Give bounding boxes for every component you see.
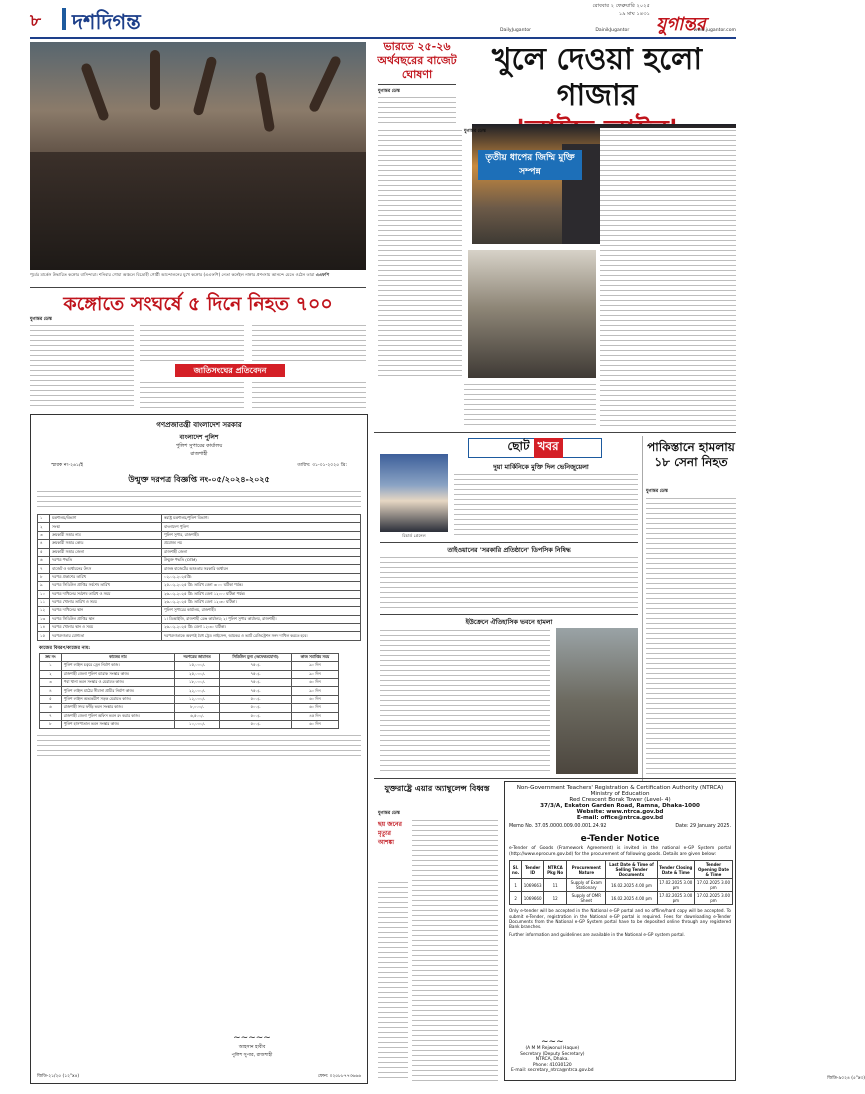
work-cell: ১ bbox=[40, 662, 62, 670]
tender-signer: (A M M Rejwonul Haque) bbox=[525, 1046, 580, 1052]
tender-table bbox=[509, 860, 733, 905]
row-value: ২৬-০২-২০২৫ খ্রি: তারিখ বেলা ১২:৩০ ঘটিকা। bbox=[162, 598, 361, 606]
tender-cell: 1069663 bbox=[522, 879, 544, 892]
work-cell: ৬০ দিন bbox=[291, 704, 338, 712]
work-row bbox=[40, 670, 339, 678]
un-report-box: জাতিসংঘের প্রতিবেদন bbox=[175, 364, 285, 377]
row-label: ক্রয়কারী সত্তার নাম bbox=[50, 531, 162, 539]
tender-table-header: Procurement Nature bbox=[567, 861, 606, 879]
tender-cell: 16.02.2025 4.00 pm bbox=[606, 879, 657, 892]
row-value: রাজশাহী জেলা bbox=[162, 548, 361, 556]
work-table-header: ক্রম নং bbox=[40, 653, 62, 661]
tender-cell: 16.02.2025 4.00 pm bbox=[606, 892, 657, 905]
work-cell: রাজশাহী সদর ফাঁড়ি ভবন সংস্কার কাজ। bbox=[61, 704, 174, 712]
tender-cell: 12 bbox=[544, 892, 567, 905]
website-link[interactable]: www.jugantor.com bbox=[693, 28, 736, 33]
row-number: ৭ bbox=[38, 565, 50, 573]
notice-row bbox=[38, 565, 361, 573]
work-cell: ২৫,০০০/- bbox=[175, 670, 220, 678]
row-label: দরপত্র সিডিউল প্রাপ্তির সর্বশেষ তারিখ bbox=[50, 582, 162, 590]
notice-conditions bbox=[37, 733, 361, 759]
work-cell: ৯০ দিন bbox=[291, 670, 338, 678]
tender-org: Non-Government Teachers' Registration & Certification Authority (NTRCA) bbox=[516, 785, 724, 791]
taiwan-body bbox=[380, 555, 638, 611]
notice-row bbox=[38, 607, 361, 615]
notice-row bbox=[38, 548, 361, 556]
work-cell: ১৫,০০০/- bbox=[175, 662, 220, 670]
notice-row bbox=[38, 556, 361, 564]
pakistan-headline: পাকিস্তানে হামলায় ১৮ সেনা নিহত bbox=[647, 440, 735, 469]
twitter-handle[interactable]: DainikJugantor bbox=[595, 28, 630, 33]
row-label: দরপত্র পদ্ধতি bbox=[50, 556, 162, 564]
notice-row bbox=[38, 615, 361, 623]
congo-body-col3b bbox=[252, 380, 366, 409]
congo-photo-caption: পূর্বের মার্কেস উদ্ধারিত কঙ্গোর বাসিন্দারা। শনিবার গোমা অঞ্চলে বিদ্রোহী গোষ্ঠী আন্দোলনের মুখে কঙ্গোর (এএফপি) নেতা কর্নেইল নাঙ্গার প্রশংসায় আনন্দে মেতে ওঠেন তারা এএফপি bbox=[30, 272, 330, 277]
tender-note1: Only e-tender will be accepted in the National e-GP portal and no offline/hard copy will be accepted. To submit e-Tender, registration in the National e-GP portal is required. Fees for downloading e-Tender Documents from the National e-GP System portal have to be deposited online through any registered Bank branches. bbox=[509, 908, 731, 930]
row-value: রাজস্ব বাজেটের আওতায় সরকারি অর্থায়ন bbox=[162, 565, 361, 573]
signer-title: পুলিশ সুপার, রাজশাহী bbox=[231, 1053, 273, 1058]
divider bbox=[374, 432, 736, 433]
congo-body-col2b bbox=[140, 380, 244, 409]
congo-headline: কঙ্গোতে সংঘর্ষে ৫ দিনে নিহত ৭০০ bbox=[63, 293, 333, 315]
work-cell: ২ bbox=[40, 670, 62, 678]
work-cell: ৭৫০/- bbox=[220, 670, 292, 678]
notice-row bbox=[38, 531, 361, 539]
column-rule bbox=[642, 436, 643, 782]
tender-website: Website: www.ntrca.gov.bd bbox=[576, 809, 664, 815]
venezuela-body bbox=[454, 472, 638, 536]
masthead bbox=[0, 0, 746, 36]
divider bbox=[30, 287, 366, 288]
work-cell: ৬০ দিন bbox=[291, 679, 338, 687]
notice-row bbox=[38, 540, 361, 548]
work-table-header: কাজ সমাপ্তির সময় bbox=[291, 653, 338, 661]
notice-intro bbox=[37, 489, 361, 511]
taiwan-headline: তাইওয়ানের 'সরকারি প্রতিষ্ঠানে' ডিপসিক নিষিদ্ধ bbox=[447, 546, 571, 554]
work-table-header: সিডিউল মূল্য (অফেরতযোগ্য) bbox=[220, 653, 292, 661]
masthead-rule bbox=[30, 37, 736, 39]
work-row bbox=[40, 704, 339, 712]
work-cell: পুলিশ হাসপাতাল ভবন সংস্কার কাজ। bbox=[61, 720, 174, 728]
row-label: মন্ত্রণালয়/বিভাগ bbox=[50, 515, 162, 523]
work-cell: ৬ bbox=[40, 704, 62, 712]
department: বাংলাদেশ পুলিশ bbox=[179, 434, 219, 441]
row-number: ২ bbox=[38, 523, 50, 531]
tender-memo: Memo No. 37.05.0000.009.00.001.24.92 bbox=[509, 824, 607, 829]
tender-ministry: Ministry of Education bbox=[590, 791, 650, 797]
notice-row bbox=[38, 573, 361, 581]
tender-date: Date: 29 January 2025. bbox=[675, 824, 731, 829]
row-value: ২৫-০২-২০২৫ খ্রি: তারিখ বেলা ৩:০০ ঘটিকা পর্যন্ত। bbox=[162, 582, 361, 590]
divider bbox=[378, 84, 456, 85]
work-cell: ৯০ দিন bbox=[291, 687, 338, 695]
row-value: ২৬-০২-২০২৫ খ্রি: তারিখ বেলা ১২:০০ ঘটিকা পর্যন্ত। bbox=[162, 590, 361, 598]
work-cell: ৩ bbox=[40, 679, 62, 687]
work-cell: ৭৫০/- bbox=[220, 679, 292, 687]
tender-cell: 1069660 bbox=[522, 892, 544, 905]
work-cell: পবা থানা ভবন সংস্কার ও মেরামত কাজ। bbox=[61, 679, 174, 687]
work-cell: ৬০ দিন bbox=[291, 695, 338, 703]
gaza-crowd-photo bbox=[468, 250, 596, 378]
notice-row bbox=[38, 624, 361, 632]
work-cell: পুলিশ লাইন্স অভ্যন্তরীণ সড়ক মেরামত কাজ। bbox=[61, 695, 174, 703]
row-number: ১২ bbox=[38, 607, 50, 615]
row-number: ৬ bbox=[38, 556, 50, 564]
work-cell: ১২,০০০/- bbox=[175, 695, 220, 703]
row-label: দরপত্র প্রকাশের তারিখ bbox=[50, 573, 162, 581]
row-number: ৯ bbox=[38, 582, 50, 590]
notice-title: উন্মুক্ত দরপত্র বিজ্ঞপ্তি নং-০৫/২০২৪-২০২৫ bbox=[128, 475, 270, 484]
ukraine-headline: ইউক্রেনে ঐতিহাসিক ভবনে হামলা bbox=[465, 618, 553, 626]
work-cell: ৫০০/- bbox=[220, 695, 292, 703]
india-body bbox=[378, 95, 456, 123]
work-cell: ৫০০/- bbox=[220, 712, 292, 720]
divider bbox=[374, 778, 736, 779]
row-value: ২৬-০২-২০২৫ খ্রি: বেলা ১২:৩০ ঘটিকা। bbox=[162, 624, 361, 632]
work-table bbox=[39, 653, 339, 730]
gaza-byline: যুগান্তর ডেস্ক bbox=[464, 129, 486, 134]
divider bbox=[380, 542, 638, 543]
work-cell: ৫ bbox=[40, 695, 62, 703]
work-cell: ৪৫ দিন bbox=[291, 712, 338, 720]
work-cell: ২২,০০০/- bbox=[175, 687, 220, 695]
ukraine-body bbox=[380, 628, 550, 774]
work-row bbox=[40, 679, 339, 687]
row-number: ১৫ bbox=[38, 632, 50, 640]
tender-table-header: Tender Opening Date & Time bbox=[694, 861, 732, 879]
tender-cell: 11 bbox=[544, 879, 567, 892]
work-cell: ৬০ দিন bbox=[291, 720, 338, 728]
row-value: পুলিশ সুপার, রাজশাহী। bbox=[162, 531, 361, 539]
congo-body-col2 bbox=[140, 323, 244, 361]
us-crash-headline: যুক্তরাষ্ট্রে এয়ার অ্যাম্বুলেন্স বিধ্বস্ত bbox=[384, 784, 490, 793]
tender-cell: 17.02.2025 3.00 pm bbox=[657, 892, 694, 905]
row-number: ১৩ bbox=[38, 615, 50, 623]
grenell-caption: রিচার্ড গ্রেনেল bbox=[402, 533, 426, 538]
date-line: রোববার ২ ফেব্রুয়ারি ২০২৫ ১৯ মাঘ ১৪৩১ bbox=[592, 3, 650, 17]
tender-cell: 17.02.2025 3.00 pm bbox=[694, 879, 732, 892]
tender-email: E-mail: office@ntrca.gov.bd bbox=[576, 815, 664, 821]
tender-cell: 17.02.2025 3.00 pm bbox=[694, 892, 732, 905]
work-cell: ৭৫০/- bbox=[220, 662, 292, 670]
congo-crowd-photo bbox=[30, 42, 366, 270]
work-table-title: কাজের বিবরণ/কাজের নাম: bbox=[39, 645, 91, 651]
work-table-header: কাজের নাম bbox=[61, 653, 174, 661]
facebook-handle[interactable]: DailyJugantor bbox=[500, 28, 532, 33]
us-crash-pullquote: ছয় জনের মৃত্যুর আশঙ্কা bbox=[378, 821, 402, 846]
row-label: দরপত্র খোলার স্থান ও সময় bbox=[50, 624, 162, 632]
tender-table-header: Last Date & Time of Selling Tender Documents bbox=[606, 861, 657, 879]
india-body-cont bbox=[378, 128, 462, 378]
congo-byline: যুগান্তর ডেস্ক bbox=[30, 317, 52, 322]
section-title: দশদিগন্ত bbox=[72, 10, 141, 34]
memo-number: স্মারক নং-২৬১/ই bbox=[51, 463, 83, 468]
row-number: ১ bbox=[38, 515, 50, 523]
row-label: দরপত্র দাখিলের স্থান bbox=[50, 607, 162, 615]
notice-row bbox=[38, 598, 361, 606]
notice-row bbox=[38, 523, 361, 531]
tender-address1: Red Crescent Borak Tower (Level- 4) bbox=[569, 797, 671, 803]
notice-row bbox=[38, 632, 361, 640]
tender-title: e-Tender Notice bbox=[580, 834, 660, 844]
tender-note2: Further information and guidelines are available in the National e-GP system portal. bbox=[509, 931, 685, 937]
small-news-banner: ছোট খবর bbox=[468, 438, 602, 458]
row-value: স্বরাষ্ট্র মন্ত্রণালয়/পুলিশ বিভাগ। bbox=[162, 515, 361, 523]
tender-row bbox=[510, 892, 733, 905]
notice-gd-code: জিডি-২১/২৫ (১২"x৪) bbox=[37, 1074, 80, 1079]
tender-cell: Supply of OMR Sheet bbox=[567, 892, 606, 905]
newspaper-logo: যুগান্তর bbox=[656, 14, 706, 35]
row-label: ক্রয়কারী সত্তার কোড bbox=[50, 540, 162, 548]
us-crash-body bbox=[412, 818, 498, 1082]
work-cell: ৭৫০/- bbox=[220, 687, 292, 695]
tender-table-header: NTRCA Pkg No bbox=[544, 861, 567, 879]
masthead-accent-bar bbox=[62, 8, 66, 30]
tender-table-header: Tender ID bbox=[522, 861, 544, 879]
row-number: ৫ bbox=[38, 548, 50, 556]
tender-cell: 17.02.2025 3.00 pm bbox=[657, 879, 694, 892]
gaza-body-col2 bbox=[464, 382, 596, 428]
work-table-header: দরপত্রের জামানত bbox=[175, 653, 220, 661]
work-row bbox=[40, 712, 339, 720]
congo-body-col1 bbox=[30, 323, 134, 409]
congo-body-col3 bbox=[252, 323, 366, 361]
work-row bbox=[40, 687, 339, 695]
gaza-headline: খুলে দেওয়া হলো গাজার bbox=[491, 42, 703, 113]
notice-row bbox=[38, 590, 361, 598]
us-crash-byline: যুগান্তর ডেস্ক bbox=[378, 811, 400, 816]
ntrca-tender-notice bbox=[504, 781, 865, 1081]
work-cell: ৪ bbox=[40, 687, 62, 695]
row-number: ৩ bbox=[38, 531, 50, 539]
work-cell: ৯০ দিন bbox=[291, 662, 338, 670]
tender-row bbox=[510, 879, 733, 892]
us-crash-body-col bbox=[378, 880, 408, 1082]
tender-signer-title: Secretary (Deputy Secretary) bbox=[520, 1051, 585, 1057]
police-tender-notice bbox=[30, 414, 368, 1084]
notice-row bbox=[38, 515, 361, 523]
gov-name: গণপ্রজাতন্ত্রী বাংলাদেশ সরকার bbox=[156, 421, 242, 429]
work-cell: ৬,৫০০/- bbox=[175, 712, 220, 720]
work-cell: ৫০০/- bbox=[220, 720, 292, 728]
tender-phone: Phone: 41030120 bbox=[532, 1062, 572, 1068]
notice-date: তারিখ: ৩১-০১-২০২৫ খ্রি: bbox=[297, 463, 347, 468]
work-cell: পুলিশ লাইন্স মাঠের সীমানা প্রাচীর নির্মাণ কাজ। bbox=[61, 687, 174, 695]
pakistan-body bbox=[646, 496, 736, 774]
tender-signer-org: NTRCA, Dhaka. bbox=[535, 1057, 569, 1063]
row-value: উন্মুক্ত পদ্ধতি (OTM) bbox=[162, 556, 361, 564]
tender-intro: e-Tender of Goods (Framework Agreement) is invited in the national e-GP System portal (http://www.eprocure.gov.bd) for the procurement of following goods. Details are given below: bbox=[509, 846, 731, 857]
work-cell: পুলিশ লাইন্স চত্বরে ড্রেন নির্মাণ কাজ। bbox=[61, 662, 174, 670]
tender-table-header: Sl. no. bbox=[510, 861, 522, 879]
work-cell: ৫০০/- bbox=[220, 704, 292, 712]
city: রাজশাহী bbox=[190, 451, 208, 457]
row-value: ১। ডিআইজি, রাজশাহী রেঞ্জ কার্যালয়; ২। পুলিশ সুপার কার্যালয়, রাজশাহী। bbox=[162, 615, 361, 623]
row-label: দরপত্র দাখিলের সর্বশেষ তারিখ ও সময় bbox=[50, 590, 162, 598]
work-cell: ১৮,০০০/- bbox=[175, 679, 220, 687]
row-label: দরপত্র খোলার তারিখ ও সময় bbox=[50, 598, 162, 606]
row-value: প্রযোজ্য নয় bbox=[162, 540, 361, 548]
tender-address2: 37/3/A, Eskaton Garden Road, Ramna, Dhaka-1000 bbox=[540, 803, 700, 809]
tender-cell: 2 bbox=[510, 892, 522, 905]
row-number: ১০ bbox=[38, 590, 50, 598]
row-number: ১৪ bbox=[38, 624, 50, 632]
row-value: দরপত্রদাতাকে অবশ্যই বৈধ ট্রেড লাইসেন্স, আয়কর ও ভ্যাট রেজিস্ট্রেশন সনদ দাখিল করতে হবে। bbox=[162, 632, 361, 640]
venezuela-headline: দুয়া মার্কিনিকে মুক্তি দিল ভেনিজুয়েলা bbox=[493, 463, 589, 471]
row-label: ক্রয়কারী সত্তার জেলা bbox=[50, 548, 162, 556]
gaza-body-col3 bbox=[600, 128, 736, 428]
work-cell: রাজশাহী জেলা পুলিশ ব্যারাক সংস্কার কাজ। bbox=[61, 670, 174, 678]
row-value: পুলিশ সুপারের কার্যালয়, রাজশাহী। bbox=[162, 607, 361, 615]
notice-phone: ফোন: ০২৫৮৮৭৭৩৬৬৬ bbox=[317, 1074, 361, 1079]
india-budget-headline: ভারতে ২৫-২৬ অর্থবছরের বাজেট ঘোষণা bbox=[377, 40, 457, 81]
row-label: বাজেট ও অর্থায়নের উৎস bbox=[50, 565, 162, 573]
row-value: বাংলাদেশ পুলিশ bbox=[162, 523, 361, 531]
row-value: ০২-০২-২০২৫খ্রি: bbox=[162, 573, 361, 581]
tender-table-header: Tender Closing Date & Time bbox=[657, 861, 694, 879]
signer-name: আহসান হাবীব bbox=[238, 1045, 266, 1050]
work-cell: ৮ bbox=[40, 720, 62, 728]
row-label: দরপত্রদাতার যোগ্যতা bbox=[50, 632, 162, 640]
pakistan-byline: যুগান্তর ডেস্ক bbox=[646, 489, 668, 494]
row-number: ১১ bbox=[38, 598, 50, 606]
row-label: সংস্থা bbox=[50, 523, 162, 531]
work-cell: ৭ bbox=[40, 712, 62, 720]
notice-signature: ~~~~~ আহসান হাবীব পুলিশ সুপার, রাজশাহী bbox=[197, 1033, 307, 1059]
work-row bbox=[40, 662, 339, 670]
work-row bbox=[40, 720, 339, 728]
grenell-photo bbox=[380, 454, 448, 532]
row-number: ৮ bbox=[38, 573, 50, 581]
page-number: ৮ bbox=[30, 11, 42, 31]
social-links bbox=[500, 28, 736, 36]
tender-signer-email: E-mail: secretary_ntrca@ntrca.gov.bd bbox=[511, 1068, 594, 1074]
tender-cell: 1 bbox=[510, 879, 522, 892]
ukraine-building-photo bbox=[556, 628, 638, 774]
work-cell: ১০,০০০/- bbox=[175, 720, 220, 728]
work-cell: ৮,০০০/- bbox=[175, 704, 220, 712]
divider bbox=[380, 614, 638, 615]
row-number: ৪ bbox=[38, 540, 50, 548]
work-cell: রাজশাহী জেলা পুলিশ অফিস ভবন রং করার কাজ। bbox=[61, 712, 174, 720]
tender-signature: ~~~ (A M M Rejwonul Haque) Secretary (Deputy Secretary) NTRCA, Dhaka. Phone: 41030120 E-mail: secretary_ntrca@ntrca.gov.bd bbox=[511, 1037, 594, 1074]
tender-gd-code: জিডি-৯০২৪ (৫"x৩) bbox=[827, 1076, 865, 1081]
office: পুলিশ সুপারের কার্যালয় bbox=[175, 443, 223, 449]
work-row bbox=[40, 695, 339, 703]
hostage-release-box: তৃতীয় ধাপের জিম্মি মুক্তি সম্পন্ন bbox=[478, 150, 582, 180]
india-byline: যুগান্তর ডেস্ক bbox=[378, 89, 400, 94]
notice-row bbox=[38, 582, 361, 590]
tender-cell: Supply of Exam Stationary bbox=[567, 879, 606, 892]
notice-info-table bbox=[37, 514, 361, 641]
row-label: দরপত্র সিডিউল প্রাপ্তির স্থান bbox=[50, 615, 162, 623]
